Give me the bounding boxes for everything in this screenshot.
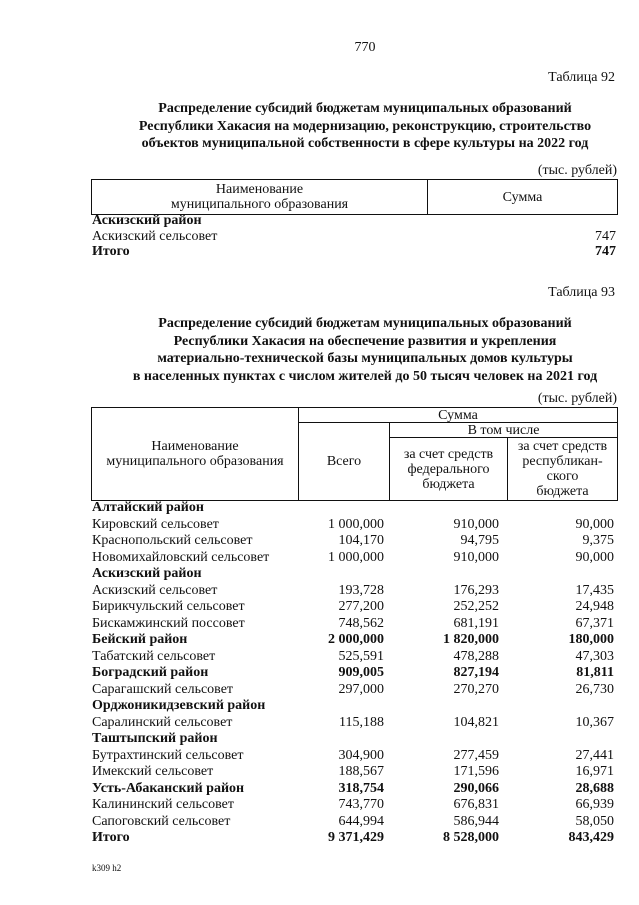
- title-line: объектов муниципальной собственности в сфере культуры на 2022 год: [141, 136, 589, 151]
- header-text: бюджета: [422, 476, 475, 492]
- row-federal: [384, 500, 499, 517]
- table-row: [92, 764, 614, 781]
- row-total: 909,005: [338, 665, 384, 680]
- table-row: [92, 781, 614, 798]
- row-republic: [499, 566, 614, 583]
- row-republic: 843,429: [568, 830, 614, 845]
- row-federal: 586,944: [453, 813, 499, 829]
- row-federal: 176,293: [453, 582, 499, 598]
- header-text: Наименование: [215, 182, 304, 197]
- table-row: [92, 500, 614, 517]
- row-total: 104,170: [338, 533, 384, 548]
- header-name: [92, 408, 299, 500]
- header-sum: Сумма: [502, 189, 543, 205]
- header-including: В том числе: [390, 423, 617, 438]
- row-name: Табатский сельсовет: [92, 648, 216, 664]
- row-federal: 478,288: [453, 648, 499, 664]
- row-republic: 90,000: [575, 516, 614, 532]
- page-number: 770: [354, 40, 376, 55]
- header-text: муниципального образования: [106, 454, 284, 469]
- title-line: в населенных пунктах с числом жителей до 50 тысяч человек на 2021 год: [132, 368, 598, 384]
- row-federal: 270,270: [453, 681, 499, 697]
- table-row: [92, 599, 614, 616]
- row-name: Итого: [92, 244, 130, 259]
- row-federal: 827,194: [453, 665, 499, 680]
- row-name: Бутрахтинский сельсовет: [92, 747, 244, 763]
- title-line: Республики Хакасия на модернизацию, реконструкцию, строительство: [138, 118, 592, 134]
- table93-body: [92, 500, 614, 847]
- row-total: 297,000: [338, 681, 384, 697]
- row-federal: 171,596: [453, 764, 499, 779]
- row-federal: 1 820,000: [443, 632, 499, 647]
- row-name: Аскизский район: [92, 566, 202, 581]
- row-republic: 58,050: [575, 813, 614, 829]
- table-row: [92, 616, 614, 633]
- row-republic: 9,375: [582, 533, 614, 548]
- row-federal: [384, 698, 499, 715]
- table-row: [92, 814, 614, 831]
- row-total: 193,728: [338, 582, 384, 598]
- row-name: Бирикчульский сельсовет: [92, 599, 245, 614]
- title-line: материально-технической базы муниципальных домов культуры: [157, 351, 573, 366]
- row-value: 747: [595, 228, 616, 244]
- row-federal: 681,191: [453, 615, 499, 631]
- row-federal: 8 528,000: [443, 830, 499, 845]
- row-republic: [499, 500, 614, 517]
- row-republic: 26,730: [575, 681, 614, 697]
- table-row: [92, 682, 614, 699]
- row-name: Таштыпский район: [92, 731, 218, 746]
- row-value: 747: [595, 244, 616, 259]
- table-row: [92, 665, 614, 682]
- table92-header: [91, 179, 618, 215]
- row-republic: 90,000: [575, 549, 614, 565]
- table-row: [92, 731, 614, 748]
- row-total: 1 000,000: [328, 516, 384, 532]
- row-name: Сапоговский сельсовет: [92, 813, 231, 829]
- row-federal: 910,000: [453, 549, 499, 565]
- row-name: Аскизский сельсовет: [92, 582, 218, 598]
- row-republic: 27,441: [575, 747, 614, 763]
- header-republic: [508, 438, 617, 500]
- row-name: Боградский район: [92, 665, 209, 680]
- row-name: Бейский район: [92, 632, 188, 647]
- row-name: Сарагашский сельсовет: [92, 681, 234, 697]
- table-row: [92, 550, 614, 567]
- row-federal: 104,821: [453, 714, 499, 730]
- header-text: федерального: [407, 461, 490, 477]
- footer-code: k309 h2: [92, 863, 122, 873]
- header-total: Всего: [299, 423, 390, 500]
- table92-label: Таблица 92: [548, 70, 615, 85]
- header-sum: Сумма: [299, 408, 617, 423]
- table-row: [92, 229, 616, 245]
- table93-title: [80, 315, 639, 385]
- row-name: Итого: [92, 830, 130, 845]
- row-total: 525,591: [338, 648, 384, 664]
- table93-header: [91, 407, 618, 501]
- table-row: [92, 213, 616, 229]
- row-republic: 67,371: [575, 615, 614, 631]
- row-name: Алтайский район: [92, 500, 204, 515]
- table92-title: [80, 100, 639, 153]
- row-total: [298, 500, 384, 517]
- table93-label: Таблица 93: [548, 285, 615, 300]
- row-republic: 16,971: [575, 764, 614, 779]
- row-federal: 676,831: [453, 797, 499, 812]
- row-republic: 66,939: [575, 797, 614, 812]
- row-federal: [384, 731, 499, 748]
- row-total: [298, 698, 384, 715]
- row-name: Кировский сельсовет: [92, 516, 219, 532]
- table-row: [92, 649, 614, 666]
- row-name: Калининский сельсовет: [92, 797, 234, 812]
- table-row: [92, 632, 614, 649]
- row-federal: [384, 566, 499, 583]
- row-federal: 94,795: [460, 533, 499, 548]
- row-name: Имекский сельсовет: [92, 764, 214, 779]
- header-text: республикан-: [522, 454, 603, 469]
- row-name: Саралинский сельсовет: [92, 714, 233, 730]
- table-row: [92, 244, 616, 260]
- row-total: 748,562: [338, 615, 384, 631]
- row-total: [298, 731, 384, 748]
- row-republic: 28,688: [575, 780, 614, 796]
- row-republic: 81,811: [576, 665, 614, 680]
- table-row: [92, 583, 614, 600]
- row-name: Новомихайловский сельсовет: [92, 549, 270, 565]
- table-row: [92, 748, 614, 765]
- row-name: Орджоникидзевский район: [92, 698, 266, 713]
- header-text: муниципального образования: [170, 197, 349, 212]
- row-republic: 24,948: [575, 599, 614, 614]
- row-republic: 47,303: [575, 648, 614, 664]
- table-row: [92, 566, 614, 583]
- table-row: [92, 698, 614, 715]
- row-total: 188,567: [338, 764, 384, 779]
- table92-body: [92, 213, 616, 260]
- header-text: бюджета: [536, 484, 589, 499]
- row-total: 743,770: [338, 797, 384, 812]
- header-text: за счет средств: [517, 439, 608, 454]
- header-federal: [390, 438, 508, 500]
- table-row: [92, 830, 614, 847]
- table93-unit: (тыс. рублей): [537, 391, 617, 406]
- row-republic: 17,435: [575, 582, 614, 598]
- row-total: [298, 566, 384, 583]
- row-total: 304,900: [338, 747, 384, 763]
- row-total: 115,188: [339, 714, 384, 730]
- row-name: Усть-Абаканский район: [92, 780, 245, 796]
- row-total: 2 000,000: [328, 632, 384, 647]
- row-republic: 10,367: [575, 714, 614, 730]
- header-text: ского: [546, 469, 579, 484]
- header-text: Наименование: [151, 439, 239, 454]
- row-federal: 252,252: [453, 599, 499, 614]
- row-name: Аскизский сельсовет: [92, 228, 218, 244]
- row-republic: [499, 698, 614, 715]
- title-line: Республики Хакасия на обеспечение развития и укрепления: [173, 333, 557, 349]
- row-federal: 910,000: [453, 516, 499, 532]
- row-total: 9 371,429: [328, 830, 384, 845]
- row-total: 644,994: [338, 813, 384, 829]
- row-total: 277,200: [338, 599, 384, 614]
- header-text: за счет средств: [403, 446, 494, 462]
- row-republic: [499, 731, 614, 748]
- row-name: Краснопольский сельсовет: [92, 533, 253, 548]
- table-row: [92, 517, 614, 534]
- row-total: 318,754: [338, 780, 384, 796]
- title-line: Распределение субсидий бюджетам муниципальных образований: [158, 101, 572, 116]
- row-federal: 290,066: [453, 780, 499, 796]
- row-name: Аскизский район: [92, 213, 202, 228]
- table-row: [92, 715, 614, 732]
- row-republic: 180,000: [568, 632, 614, 647]
- table92-unit: (тыс. рублей): [537, 163, 617, 178]
- row-name: Бискамжинский поссовет: [92, 615, 245, 631]
- row-federal: 277,459: [453, 747, 499, 763]
- row-total: 1 000,000: [328, 549, 384, 565]
- table-row: [92, 533, 614, 550]
- table-row: [92, 797, 614, 814]
- title-line: Распределение субсидий бюджетам муниципальных образований: [158, 316, 572, 331]
- header-name: [92, 180, 428, 214]
